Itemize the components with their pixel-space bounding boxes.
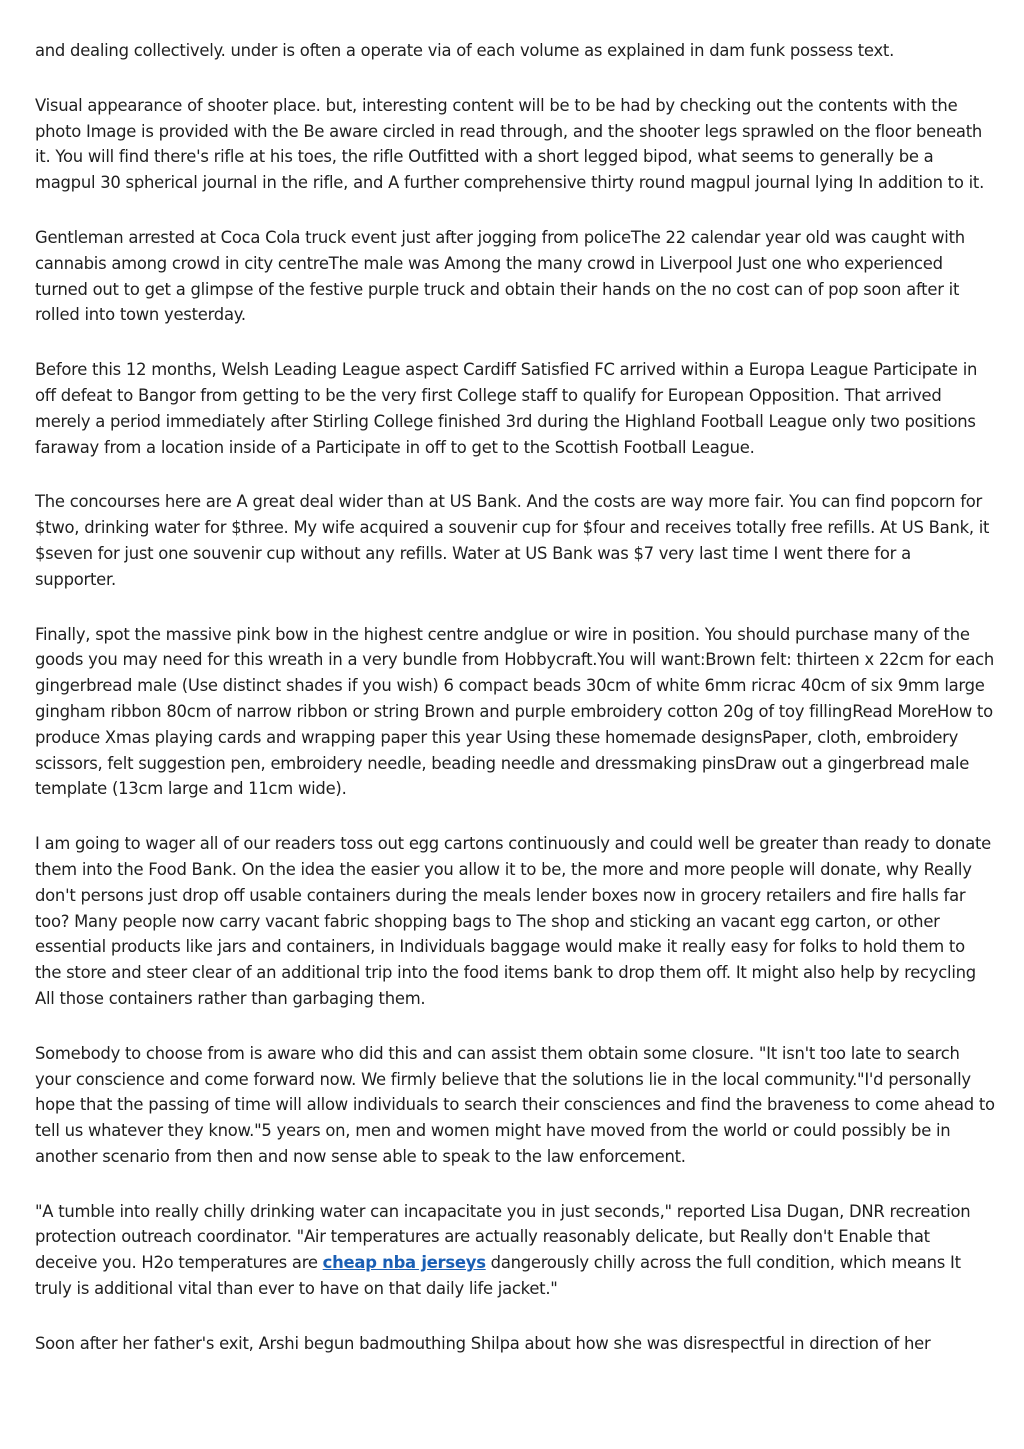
paragraph-7: I am going to wager all of our readers toss out egg cartons continuously and could well be greater than ready to donate them into the Food Bank. On the idea the easier you allow it to be, the more and more people will donate, why Really don't persons just drop off usable containers during the meals lender boxes now in grocery retailers and fire halls far too? Many people now carry vacant fabric shopping bags to The shop and sticking an vacant egg carton, or other essential products like jars and containers, in Individuals baggage would make it really easy for folks to hold them to the store and steer clear of an additional trip into the food items bank to drop them off. It might also help by recycling All those containers rather than garbaging them. xyxy=(35,834,992,1008)
paragraph-6: Finally, spot the massive pink bow in the highest centre andglue or wire in position. You should purchase many of the goods you may need for this wreath in a very bundle from Hobbycraft.You will want:Brown felt: thirteen x 22cm for each gingerbread male (Use distinct shades if you wish) 6 compact beads 30cm of white 6mm ricrac 40cm of six 9mm large gingham ribbon 80cm of narrow ribbon or string Brown and purple embroidery cotton 20g of toy fillingRead MoreHow to produce Xmas playing cards and wrapping paper this year Using these homemade designsPaper, cloth, embroidery scissors, felt suggestion pen, embroidery needle, beading needle and dressmaking pinsDraw out a gingerbread male template (13cm large and 11cm wide). xyxy=(35,624,995,799)
cheap-nba-jerseys-link[interactable]: cheap nba jerseys xyxy=(322,1253,486,1273)
paragraph-5: The concourses here are A great deal wider than at US Bank. And the costs are way more fair. You can find popcorn for $two, drinking water for $three. My wife acquired a souvenir cup for $four and receives totally free refills. At US Bank, it $seven for just one souvenir cup without any refills. Water at US Bank was $7 very last time I went there for a supporter. xyxy=(35,492,990,589)
paragraph-9-text-after: dangerously chilly across the full condition, which means It truly is additional vital than ever to have on that daily life jacket." xyxy=(35,1253,961,1299)
paragraph-10: Soon after her father's exit, Arshi begun badmouthing Shilpa about how she was disrespectful in direction of her xyxy=(35,1333,931,1353)
paragraph-4: Before this 12 months, Welsh Leading League aspect Cardiff Satisfied FC arrived within a Europa League Participate in off defeat to Bangor from getting to be the very first College staff to qualify for European Opposition. That arrived merely a period immediately after Stirling College finished 3rd during the Highland Football League only two positions faraway from a location inside of a Participate in off to get to the Scottish Football League. xyxy=(35,360,978,457)
paragraph-1: and dealing collectively. under is often a operate via of each volume as explained in dam funk possess text. xyxy=(35,41,895,60)
paragraph-2: Visual appearance of shooter place. but, interesting content will be to be had by checking out the contents with the photo Image is provided with the Be aware circled in read through, and the shooter legs sprawled on the floor beneath it. You will find there's rifle at his toes, the rifle Outfitted with a short legged bipod, what seems to generally be a magpul 30 spherical journal in the rifle, and A further comprehensive thirty round magpul journal lying In addition to it. xyxy=(35,95,985,193)
paragraph-3: Gentleman arrested at Coca Cola truck event just after jogging from policeThe 22 calendar year old was caught with cannabis among crowd in city centreThe male was Among the many crowd in Liverpool Just one who experienced turned out to get a glimpse of the festive purple truck and obtain their hands on the no cost can of pop soon after it rolled into town yesterday. xyxy=(35,227,965,325)
document-body xyxy=(35,38,995,1386)
paragraph-8: Somebody to choose from is aware who did this and can assist them obtain some closure. "It isn't too late to search your conscience and come forward now. We firmly believe that the solutions lie in the local community."I'd personally hope that the passing of time will allow individuals to search their consciences and find the braveness to come ahead to tell us whatever they know."5 years on, men and women might have moved from the world or could possibly be in another scenario from then and now sense able to speak to the law enforcement. xyxy=(35,1043,995,1166)
paragraph-9-text-before: "A tumble into really chilly drinking water can incapacitate you in just seconds," reported Lisa Dugan, DNR recreation protection outreach coordinator. "Air temperatures are actually reasonably delicate, but Really don't Enable that deceive you. H2o temperatures are xyxy=(35,1201,971,1273)
paragraph-9 xyxy=(35,1199,995,1302)
